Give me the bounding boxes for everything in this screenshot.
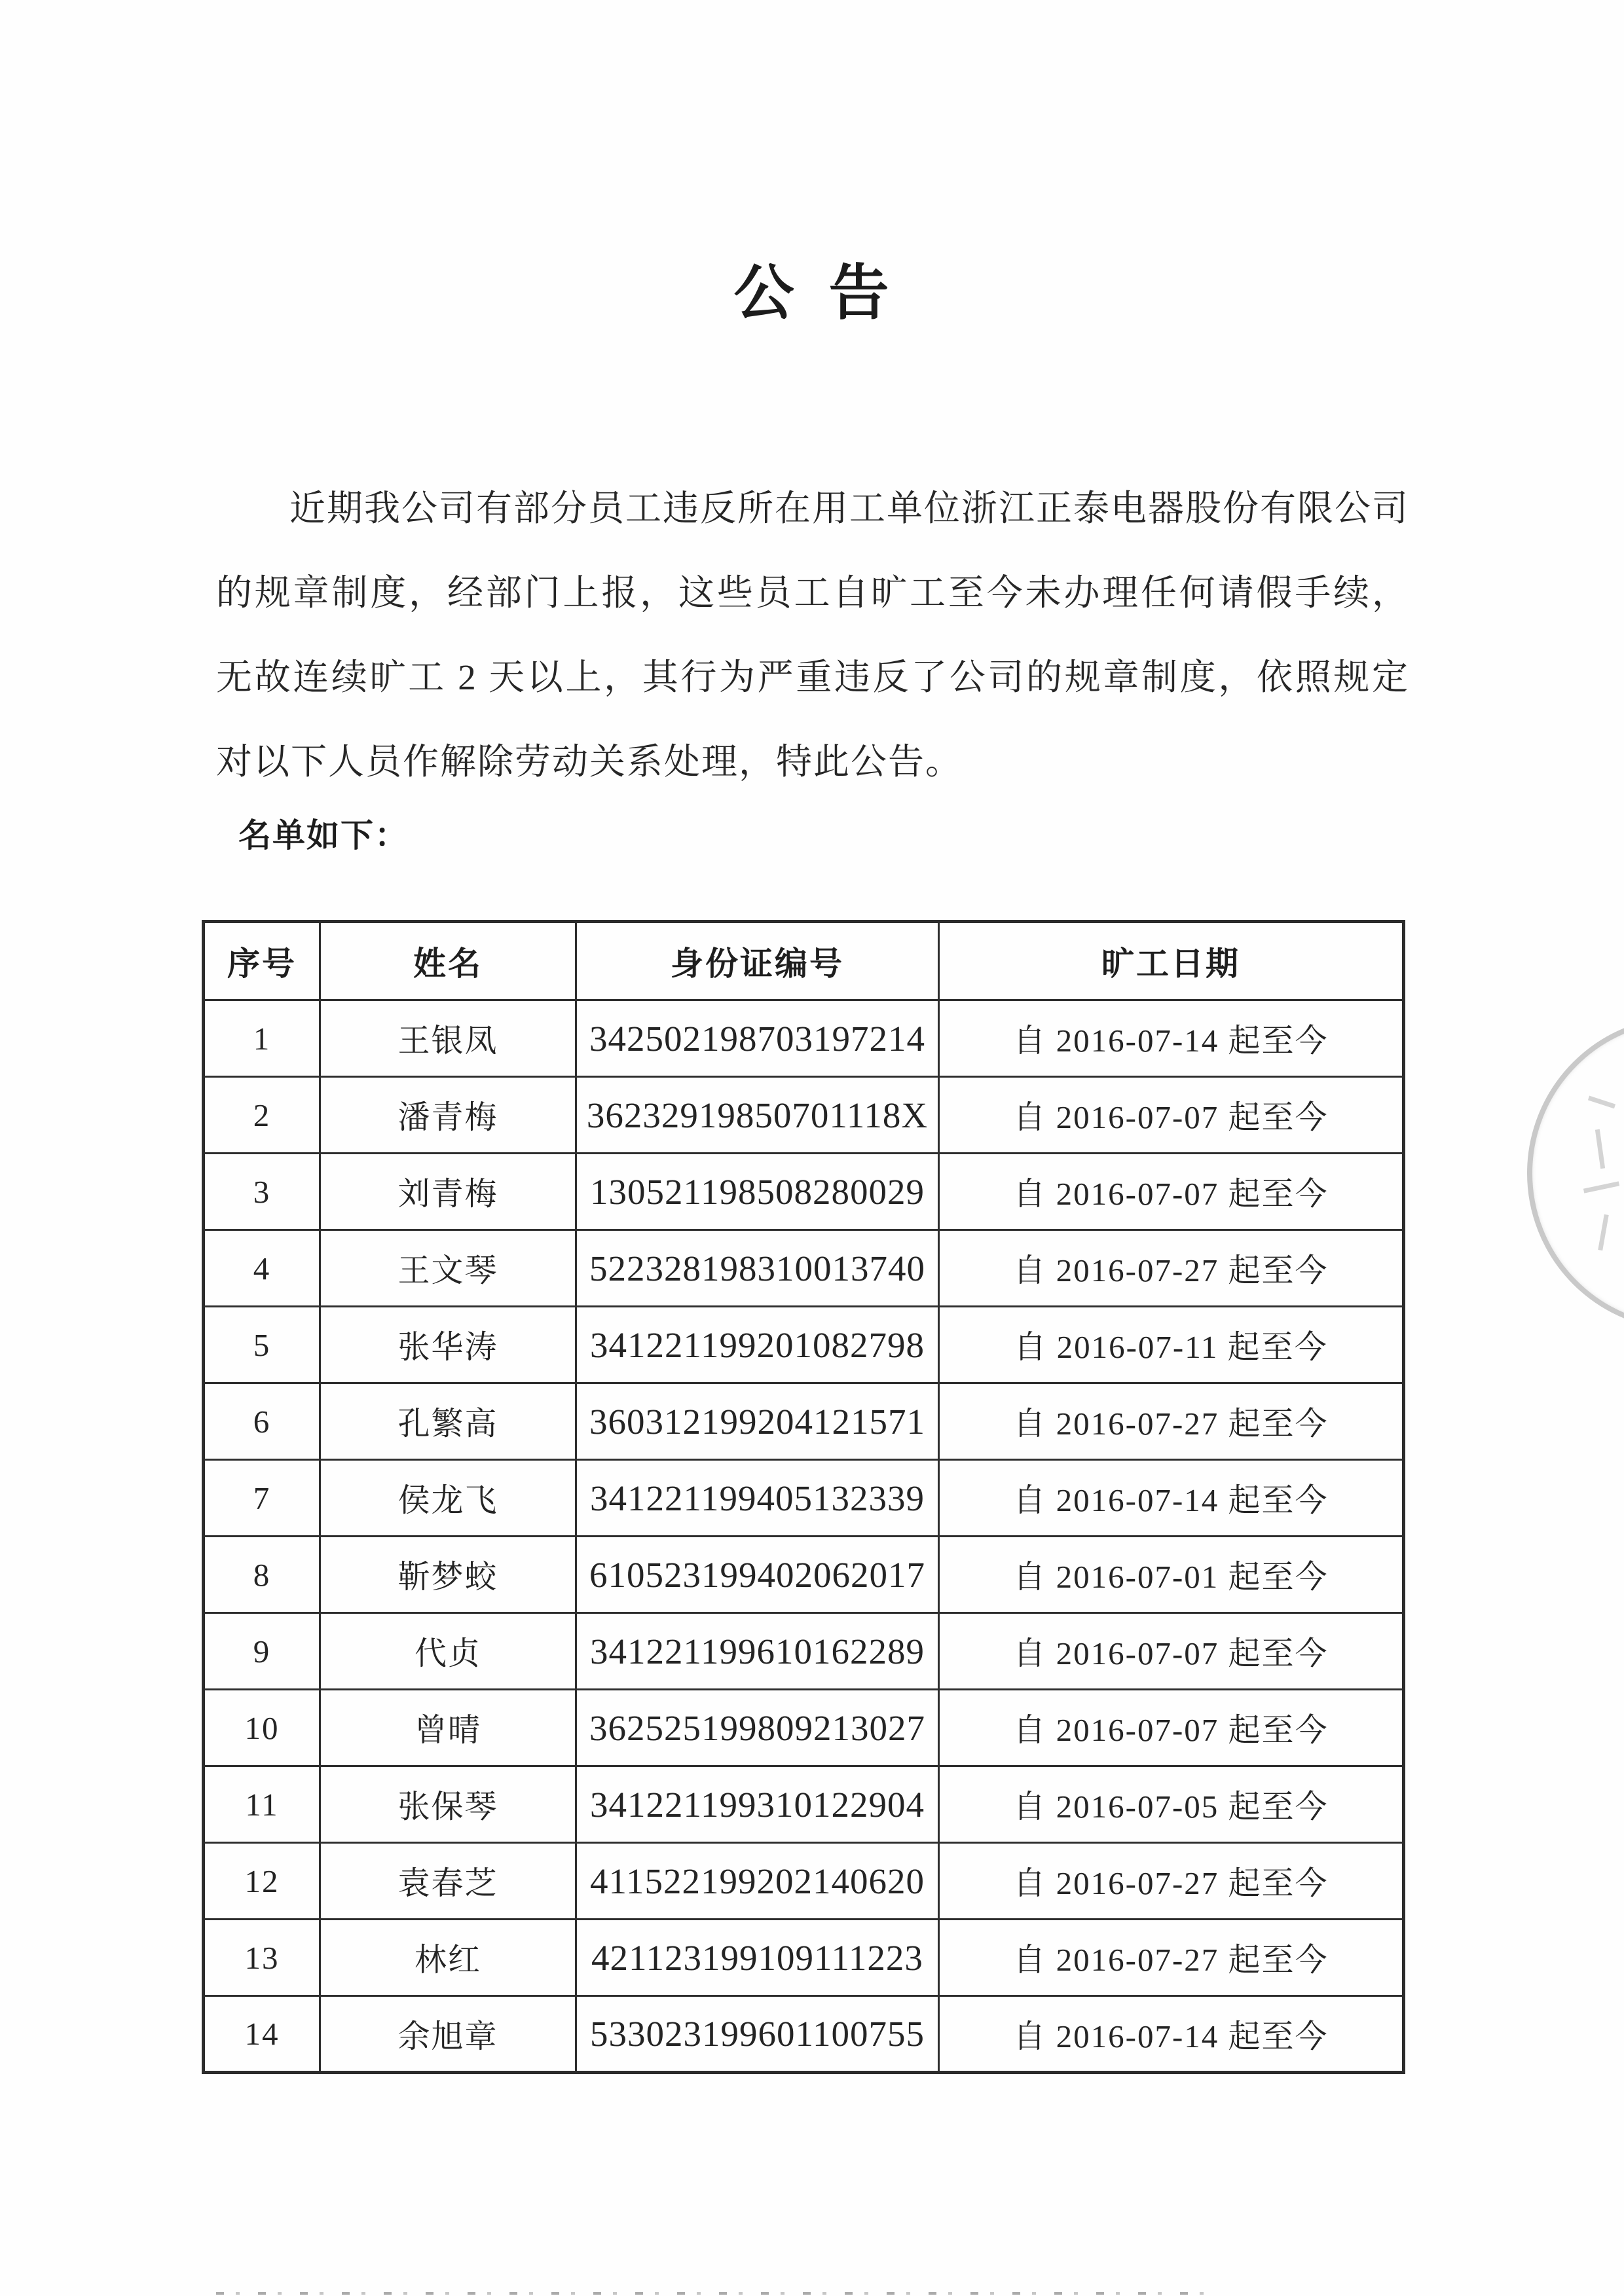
column-header: 姓名 [320,922,576,1000]
row-number-cell: 12 [204,1843,320,1920]
column-header: 序号 [204,922,320,1000]
table-body [204,1000,1404,2073]
column-header: 旷工日期 [939,922,1404,1000]
name-cell: 王银凤 [320,1000,576,1077]
row-number-cell: 6 [204,1383,320,1460]
absence-date-cell: 自 2016-07-14 起至今 [939,1996,1404,2073]
table-header-row [204,922,1404,1000]
absence-date-cell: 自 2016-07-27 起至今 [939,1230,1404,1307]
id-number-cell: 342502198703197214 [576,1000,939,1077]
row-number-cell: 10 [204,1690,320,1766]
absence-date-cell: 自 2016-07-07 起至今 [939,1613,1404,1690]
notice-title: 公 告 [733,260,891,327]
table-row [204,1383,1404,1460]
name-cell: 张华涛 [320,1307,576,1383]
id-number-cell: 341221199405132339 [576,1460,939,1537]
table-row [204,1154,1404,1230]
absence-date-cell: 自 2016-07-11 起至今 [939,1307,1404,1383]
absence-date-cell: 自 2016-07-14 起至今 [939,1460,1404,1537]
name-cell: 王文琴 [320,1230,576,1307]
id-number-cell: 362525199809213027 [576,1690,939,1766]
absence-date-cell: 自 2016-07-27 起至今 [939,1920,1404,1996]
name-cell: 林红 [320,1920,576,1996]
table-row [204,1230,1404,1307]
table-row [204,1000,1404,1077]
name-cell: 潘青梅 [320,1077,576,1154]
table-row [204,1307,1404,1383]
table-row [204,1077,1404,1154]
table-row [204,1843,1404,1920]
id-number-cell: 341221199310122904 [576,1766,939,1843]
id-number-cell: 610523199402062017 [576,1537,939,1613]
name-cell: 孔繁高 [320,1383,576,1460]
absence-date-cell: 自 2016-07-01 起至今 [939,1537,1404,1613]
seal-stamp [1527,1016,1624,1330]
name-cell: 张保琴 [320,1766,576,1843]
absence-date-cell: 自 2016-07-14 起至今 [939,1000,1404,1077]
id-number-cell: 360312199204121571 [576,1383,939,1460]
absence-date-cell: 自 2016-07-07 起至今 [939,1690,1404,1766]
name-cell: 代贞 [320,1613,576,1690]
row-number-cell: 11 [204,1766,320,1843]
row-number-cell: 4 [204,1230,320,1307]
name-cell: 余旭章 [320,1996,576,2073]
id-number-cell: 421123199109111223 [576,1920,939,1996]
notice-body-paragraph: 近期我公司有部分员工违反所在用工单位浙江正泰电器股份有限公司的规章制度，经部门上报，这些员工自旷工至今未办理任何请假手续，无故连续旷工 2 天以上，其行为严重违反了公司的规章制度，依照规定对以下人员作解除劳动关系处理，特此公告。 [216,488,1410,782]
table-row [204,1537,1404,1613]
absence-date-cell: 自 2016-07-07 起至今 [939,1154,1404,1230]
row-number-cell: 8 [204,1537,320,1613]
id-number-cell: 411522199202140620 [576,1843,939,1920]
id-number-cell: 533023199601100755 [576,1996,939,2073]
row-number-cell: 1 [204,1000,320,1077]
table-row [204,1613,1404,1690]
absence-date-cell: 自 2016-07-27 起至今 [939,1383,1404,1460]
absence-date-cell: 自 2016-07-27 起至今 [939,1843,1404,1920]
absence-date-cell: 自 2016-07-05 起至今 [939,1766,1404,1843]
list-label: 名单如下： [238,817,409,854]
id-number-cell: 341221199610162289 [576,1613,939,1690]
name-cell: 侯龙飞 [320,1460,576,1537]
row-number-cell: 14 [204,1996,320,2073]
name-cell: 靳梦蛟 [320,1537,576,1613]
table-row [204,1690,1404,1766]
row-number-cell: 3 [204,1154,320,1230]
table-row [204,1766,1404,1843]
row-number-cell: 2 [204,1077,320,1154]
row-number-cell: 13 [204,1920,320,1996]
dismissed-employees-table [202,920,1405,2074]
table-row [204,1996,1404,2073]
name-cell: 曾晴 [320,1690,576,1766]
row-number-cell: 5 [204,1307,320,1383]
row-number-cell: 7 [204,1460,320,1537]
row-number-cell: 9 [204,1613,320,1690]
table-row [204,1920,1404,1996]
id-number-cell: 130521198508280029 [576,1154,939,1230]
scan-edge-artifact [216,2292,1211,2295]
table-row [204,1460,1404,1537]
absence-date-cell: 自 2016-07-07 起至今 [939,1077,1404,1154]
id-number-cell: 341221199201082798 [576,1307,939,1383]
id-number-cell: 36232919850701118X [576,1077,939,1154]
id-number-cell: 522328198310013740 [576,1230,939,1307]
name-cell: 刘青梅 [320,1154,576,1230]
column-header: 身份证编号 [576,922,939,1000]
name-cell: 袁春芝 [320,1843,576,1920]
